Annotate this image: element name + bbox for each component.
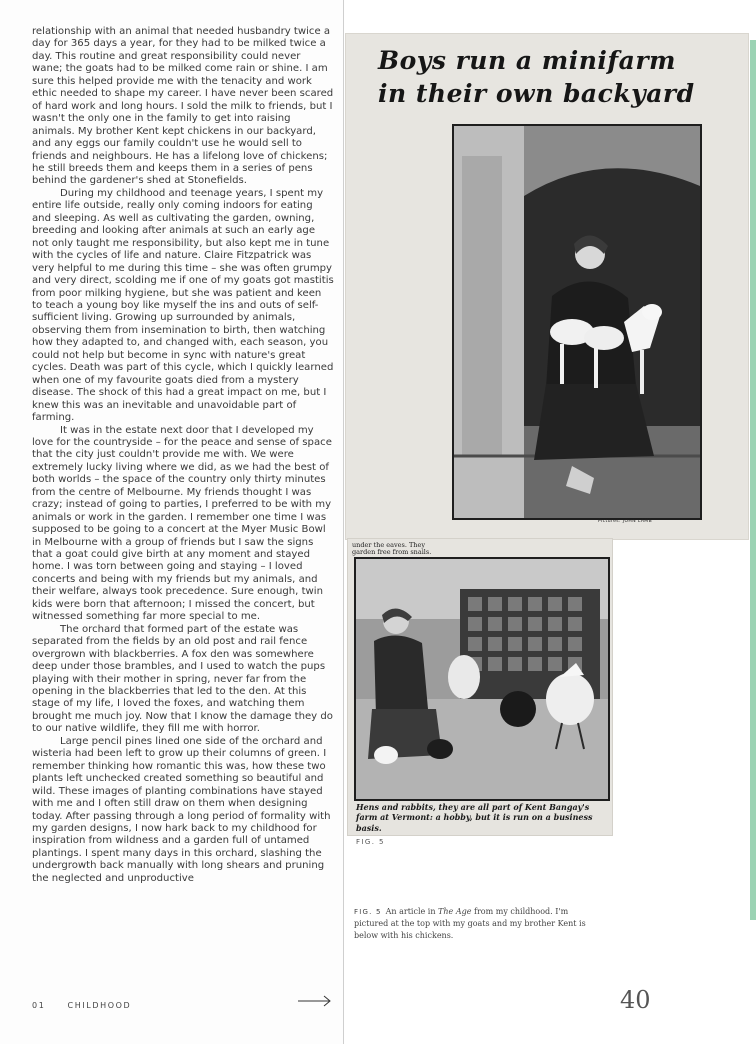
body-text-column xyxy=(32,26,334,885)
clipping-text-fragment xyxy=(352,542,442,556)
section-title: CHILDHOOD xyxy=(67,1001,132,1010)
long-right-arrow-icon xyxy=(298,994,332,1008)
headline-line-2: in their own backyard xyxy=(378,79,695,108)
body-paragraph: During my childhood and teenage years, I spent my entire life outside, really only coming indoors for eating and sleeping. As well as cultivating the garden, owning, breeding and looking after animals at such an early age not only taught me responsibility, but also kept me in tune with the cycles of life and nature. Claire Fitzpatrick was very helpful to me during this time – she was often grumpy and very direct, scolding me if one of my goats got mastitis from poor milking hygiene, but she was patient and keen to teach a young boy like myself the ins and outs of self-sufficient living. Growing up surrounded by animals, observing them from insemination to birth, then watching how they adapted to, and changed with, each season, you could not help but become in sync with nature's great cycles. Death was part of this cycle, which I quickly learned when one of my favourite goats died from a mystery disease. The shock of this had a great impact on me, but I knew this was an inevitable and unavoidable part of farming. xyxy=(32,187,334,424)
photo-credit: Pictures: JOHN LAMB xyxy=(598,519,653,524)
figure-caption-pre: An article in xyxy=(385,907,439,916)
headline-line-1: Boys run a minifarm xyxy=(378,46,676,75)
body-paragraph: It was in the estate next door that I developed my love for the countryside – for the peace and sense of space that the city just couldn't provide me with. We were extremely lucky living where we did, as we had the best of both worlds – the space of the country only thirty minutes from the centre of Melbourne. My friends thought I was crazy; instead of going to parties, I preferred to be with my animals or work in the garden. I remember one time I was supposed to be going to a concert at the Myer Music Bowl in Melbourne with a group of friends but I saw the signs that a goat could give birth at any moment and stayed home. I was torn between going and staying – I loved concerts and being with my friends but my animals, and their welfare, always took precedence. Sure enough, twin kids were born that afternoon; I missed the concert, but witnessed something far more special to me. xyxy=(32,424,332,623)
photo-boy-with-goats xyxy=(452,124,702,520)
photo-boy-with-chickens xyxy=(354,557,610,801)
body-paragraph: relationship with an animal that needed husbandry twice a day for 365 days a year, for they had to be milked twice a day. This routine and great responsibility could never wane; the goats had to be milked come rain or shine. I am sure this helped provide me with the tenacity and work ethic needed to shape my career. I have never been scared of hard work and long hours. I sold the milk to friends, but I wasn't the only one in the family to get into raising animals. My brother Kent kept chickens in our backyard, and any eggs our family couldn't use he would sell to friends and neighbours. He has a lifelong love of chickens; he still breeds them and keeps them in a series of pens behind the gardener's shed at Stonefields. xyxy=(32,26,334,187)
body-paragraph: The orchard that formed part of the estate was separated from the fields by an old post and rail fence overgrown with blackberries. A fox den was somewhere deep under those brambles, and I used to watch the pups playing with their mother in spring, never far from the opening in the blackberries that led to the den. At this stage of my life, I loved the foxes, and watching them brought me much joy. Now that I know the damage they do to our native wildlife, they fill me with horror. xyxy=(32,623,333,735)
figure-label: FIG. 5 xyxy=(356,838,385,846)
section-number: 01 xyxy=(32,1001,46,1010)
figure-caption-tag: FIG. 5 xyxy=(354,908,382,916)
clipping-headline xyxy=(378,44,708,110)
page-number: 40 xyxy=(620,986,651,1014)
figure-caption-publication: The Age xyxy=(438,907,472,916)
fragment-line-1: under the eaves. They xyxy=(352,541,426,549)
fragment-line-2: garden free from snails. xyxy=(352,548,432,556)
clipping-photo-caption: Hens and rabbits, they are all part of Kent Bangay's farm at Vermont: a hobby, but it is run on a business basis. xyxy=(356,802,593,833)
chapter-color-tab xyxy=(750,40,756,920)
body-paragraph: Large pencil pines lined one side of the orchard and wisteria had been left to grow up their columns of green. I remember thinking how romantic this was, how these two plants left unchecked created something so beautiful and wild. These images of planting combinations have stayed with me and I often still draw on them when designing today. After passing through a long period of formality with my garden designs, I now hark back to my childhood for inspiration from wildness and a garden full of untamed plantings. I spent many days in this orchard, slashing the undergrowth back manually with long shears and pruning the neglected and unproductive xyxy=(32,735,331,884)
running-footer xyxy=(32,1001,131,1010)
figure-caption xyxy=(354,906,590,941)
figure-caption-post: from my childhood. I'm pictured at the top with my goats and my brother Kent is below with his chickens. xyxy=(354,907,586,940)
